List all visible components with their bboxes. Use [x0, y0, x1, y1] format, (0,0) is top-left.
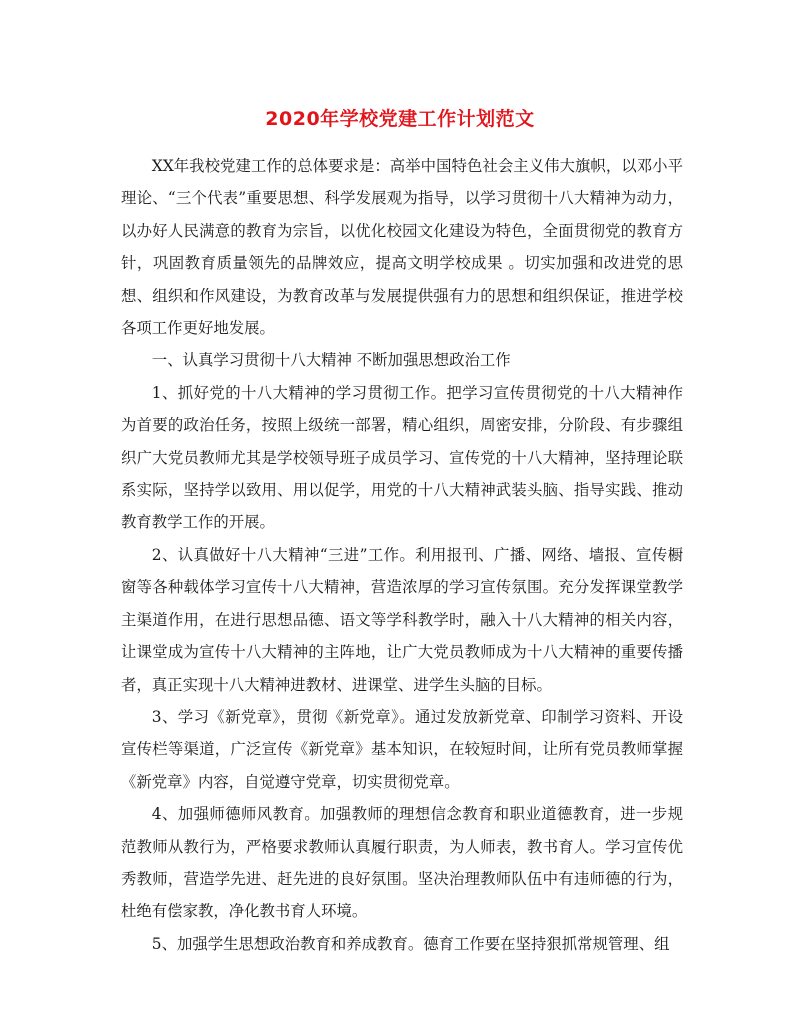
paragraph-item-1: 1、抓好党的十八大精神的学习贯彻工作。把学习宣传贯彻党的十八大精神作为首要的政治任务，按照上级统一部署，精心组织，周密安排，分阶段、有步骤组织广大党员教师尤其是学校领导班子成员学习、宣传党的十八大精神，坚持理论联系实际，坚持学以致用、用以促学，用党的十八大精神武装头脑、指导实践、推动教育教学工作的开展。	[121, 383, 683, 532]
paragraph-item-5: 5、加强学生思想政治教育和养成教育。德育工作要在坚持狠抓常规管理、组	[151, 934, 670, 953]
document-body	[121, 150, 683, 960]
document-title: 2020年学校党建工作计划范文	[265, 108, 535, 130]
intro-paragraph: XX年我校党建工作的总体要求是：高举中国特色社会主义伟大旗帜，以邓小平理论、“三个代表”重要思想、科学发展观为指导，以学习贯彻十八大精神为动力，以办好人民满意的教育为宗旨，以优化校园文化建设为特色，全面贯彻党的教育方针，巩固教育质量领先的品牌效应，提高文明学校成果 。切实加强和改进党的思想、组织和作风建设，为教育改革与发展提供强有力的思想和组织保证，推进学校各项工作更好地发展。	[121, 157, 683, 338]
paragraph-item-4: 4、加强师德师风教育。加强教师的理想信念教育和职业道德教育，进一步规范教师从教行为，严格要求教师认真履行职责，为人师表，教书育人。学习宣传优秀教师，营造学先进、赶先进的良好氛围。坚决治理教师队伍中有违师德的行为，杜绝有偿家教，净化教书育人环境。	[121, 805, 683, 921]
paragraph-item-2: 2、认真做好十八大精神“三进”工作。利用报刊、广播、网络、墙报、宣传橱窗等各种载体学习宣传十八大精神，营造浓厚的学习宣传氛围。充分发挥课堂教学主渠道作用，在进行思想品德、语文等学科教学时，融入十八大精神的相关内容，让课堂成为宣传十八大精神的主阵地，让广大党员教师成为十八大精神的重要传播者，真正实现十八大精神进教材、进课堂、进学生头脑的目标。	[121, 545, 683, 694]
section-heading-1: 一、认真学习贯彻十八大精神 不断加强思想政治工作	[151, 351, 511, 370]
paragraph-item-3: 3、学习《新党章》，贯彻《新党章》。通过发放新党章、印制学习资料、开设宣传栏等渠道，广泛宣传《新党章》基本知识，在较短时间，让所有党员教师掌握《新党章》内容，自觉遵守党章，切实贯彻党章。	[121, 707, 683, 791]
